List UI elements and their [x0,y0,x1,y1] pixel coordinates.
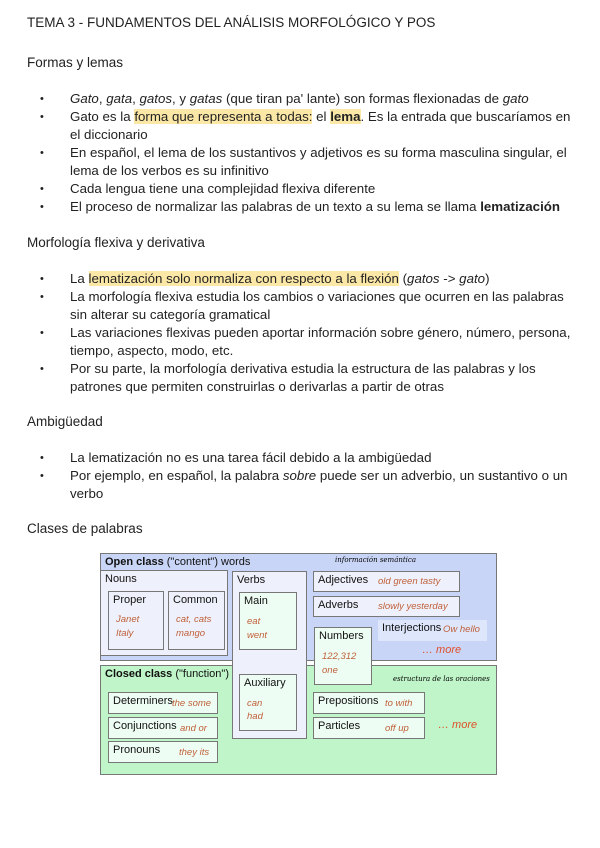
open-class-sub: ("content") words [163,556,251,568]
list-item [0,360,575,396]
proper-box [108,591,164,650]
main-label: Main [244,595,268,607]
numbers-label: Numbers [319,630,364,642]
bullet-list [0,90,575,216]
example: off up [385,723,409,734]
more-open: … more [422,644,462,656]
text-segment: , [98,91,107,106]
example: eat [247,616,261,627]
text-segment: La [70,271,89,286]
list-item [0,467,575,503]
handwritten-note-closed: estructura de las oraciones [393,675,490,683]
example: went [247,630,268,641]
closed-class-label: Closed class [105,668,173,680]
text-segment: -> [439,271,460,286]
example: can [247,698,263,709]
bullet-list [0,270,575,396]
conjunctions-box [108,717,218,739]
adverbs-label: Adverbs [318,599,359,611]
page-title: TEMA 3 - FUNDAMENTOS DEL ANÁLISIS MORFOLÓGICO Y POS [27,15,436,30]
example: the some [172,698,212,709]
prepositions-box [313,692,425,714]
verbs-label: Verbs [237,574,266,586]
text-segment: Gato es la [70,109,135,124]
section-heading: Clases de palabras [27,521,143,536]
list-item [0,108,575,144]
list-item [0,90,575,108]
list-item [0,270,575,288]
common-box [168,591,225,650]
text-segment: , y [172,91,190,106]
section-heading: Ambigüedad [27,414,103,429]
example: 122,312 [322,651,357,662]
text-segment: El proceso de normalizar las palabras de un texto a su lema se llama [70,199,481,214]
common-label: Common [173,594,218,606]
list-item [0,324,575,360]
example: mango [176,628,206,639]
adjectives-box [313,571,460,592]
text-segment: ( [398,271,408,286]
list-item [0,144,575,180]
text-segment: Por su parte, la morfología derivativa estudia la estructura de las palabras y los patrones que permiten construirlas o derivarlas a partir de otras [70,361,536,394]
text-segment: gatos [407,271,440,286]
example: slowly yesterday [378,601,448,612]
text-segment: Gato [70,91,99,106]
pronouns-box [108,741,218,763]
list-item [0,180,575,198]
adverbs-box [313,596,460,617]
conjunctions-label: Conjunctions [113,720,177,732]
example: and or [180,723,207,734]
text-segment: gatos [139,91,173,106]
example: to with [385,698,413,709]
text-segment: gato [502,91,529,106]
example: cat, cats [176,614,212,625]
text-segment: el [312,109,331,124]
list-item [0,288,575,324]
text-segment: gata [106,91,133,106]
text-segment: sobre [282,468,317,483]
text-segment: Las variaciones flexivas pueden aportar información sobre género, número, persona, tiempo, aspecto, modo, etc. [70,325,571,358]
example: old green tasty [378,576,441,587]
pronouns-label: Pronouns [113,744,161,756]
text-segment: Cada lengua tiene una complejidad flexiva diferente [70,181,376,196]
text-segment: gatas [189,91,223,106]
example: one [322,665,338,676]
more-closed: … more [438,719,478,731]
section-heading: Morfología flexiva y derivativa [27,235,205,250]
closed-class-sub: ("function") [172,668,229,680]
example: Janet [116,614,140,625]
auxiliary-verbs-box [239,674,297,731]
particles-box [313,717,425,739]
text-segment: forma que representa a todas: [134,109,313,124]
text-segment: . Es la entrada que buscaríamos en el diccionario [70,109,571,142]
list-item [0,198,575,216]
text-segment: (que tiran pa' lante) son formas flexionadas de [222,91,503,106]
text-segment: , [132,91,140,106]
adjectives-label: Adjectives [318,574,369,586]
section-heading: Formas y lemas [27,55,124,70]
text-segment: ) [485,271,490,286]
handwritten-note-open: información semántica [335,556,417,564]
open-class-label: Open class [105,556,164,568]
determiners-box [108,692,218,714]
example: they its [179,747,210,758]
bullet-list [0,449,575,503]
nouns-label: Nouns [105,573,137,585]
text-segment: En español, el lema de los sustantivos y adjetivos es su forma masculina singular, el lema de los verbos es su infinitivo [70,145,567,178]
example: Ow hello [443,624,480,635]
example: Italy [116,628,134,639]
auxiliary-label: Auxiliary [244,677,286,689]
particles-label: Particles [318,720,361,732]
numbers-box [314,627,372,685]
text-segment: lema [330,109,361,124]
main-verbs-box [239,592,297,650]
text-segment: Por ejemplo, en español, la palabra [70,468,283,483]
list-item [0,449,575,467]
interjections-box [378,620,487,641]
text-segment: La morfología flexiva estudia los cambios o variaciones que ocurren en las palabras sin alterar su categoría gramatical [70,289,564,322]
example: had [247,711,263,722]
text-segment: lematización [480,199,561,214]
text-segment: La lematización no es una tarea fácil debido a la ambigüedad [70,450,432,465]
text-segment: gato [459,271,486,286]
proper-label: Proper [113,594,147,606]
text-segment: puede ser un adverbio, un sustantivo o un verbo [70,468,568,501]
prepositions-label: Prepositions [318,695,379,707]
determiners-label: Determiners [113,695,173,707]
interjections-label: Interjections [382,622,442,634]
text-segment: lematización solo normaliza con respecto a la flexión [88,271,399,286]
